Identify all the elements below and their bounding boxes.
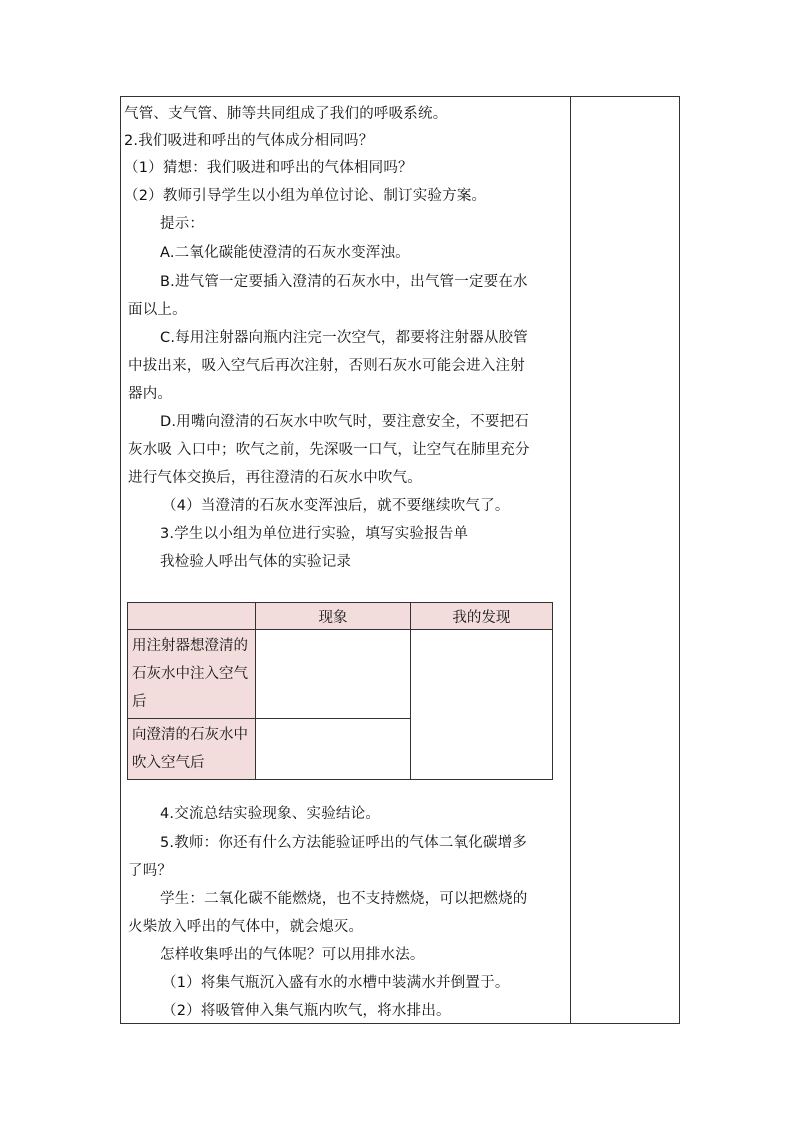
row-label: 用注射器想澄清的石灰水中注入空气后 (128, 630, 256, 719)
text-line: 中拔出来，吸入空气后再次注射，否则石灰水可能会进入注射 (128, 358, 525, 374)
text-line: 火柴放入呼出的气体中，就会熄灭。 (128, 919, 364, 935)
table-header-cell (128, 603, 256, 630)
experiment-record-table (127, 602, 553, 780)
text-line: 怎样收集呼出的气体呢？可以用排水法。 (160, 947, 425, 963)
text-line: 学生：二氧化碳不能燃烧，也不支持燃烧，可以把燃烧的 (160, 891, 528, 907)
text-line: 面以上。 (128, 302, 187, 318)
text-line: 气管、支气管、肺等共同组成了我们的呼吸系统。 (124, 106, 448, 122)
text-line: 3.学生以小组为单位进行实验，填写实验报告单 (160, 526, 469, 542)
text-line: 2.我们吸进和呼出的气体成分相同吗？ (124, 133, 374, 149)
table-header-cell: 我的发现 (410, 603, 552, 630)
phenomenon-cell (256, 719, 410, 780)
row-label: 向澄清的石灰水中吹入空气后 (128, 719, 256, 780)
text-line: B.进气管一定要插入澄清的石灰水中，出气管一定要在水 (160, 274, 528, 290)
text-line: （1）将集气瓶沉入盛有水的水槽中装满水并倒置于。 (162, 975, 510, 991)
text-line: A.二氧化碳能使澄清的石灰水变浑浊。 (160, 245, 410, 261)
table-row (128, 630, 553, 719)
text-line: 器内。 (128, 386, 173, 402)
table-header-row (128, 603, 553, 630)
table-header-cell: 现象 (256, 603, 410, 630)
phenomenon-cell (256, 630, 410, 719)
text-line: （4）当澄清的石灰水变浑浊后，就不要继续吹气了。 (162, 498, 510, 514)
text-line: （2）将吸管伸入集气瓶内吹气，将水排出。 (162, 1003, 451, 1019)
text-line: 我检验人呼出气体的实验记录 (160, 554, 352, 570)
column-divider (570, 96, 571, 1024)
text-line: 提示： (160, 216, 205, 232)
text-line: 了吗？ (128, 863, 173, 879)
text-line: （2）教师引导学生以小组为单位讨论、制订实验方案。 (124, 188, 487, 204)
text-line: 灰水吸 入口中；吹气之前，先深吸一口气，让空气在肺里充分 (128, 442, 530, 458)
text-line: 5.教师：你还有什么方法能验证呼出的气体二氧化碳增多 (160, 835, 528, 851)
text-line: C.每用注射器向瓶内注完一次空气，都要将注射器从胶管 (160, 330, 528, 346)
finding-cell (410, 630, 552, 780)
text-line: 进行气体交换后，再往澄清的石灰水中吹气。 (128, 470, 422, 486)
text-line: （1）猜想：我们吸进和呼出的气体相同吗？ (124, 160, 413, 176)
text-line: D.用嘴向澄清的石灰水中吹气时，要注意安全，不要把石 (160, 414, 529, 430)
text-line: 4.交流总结实验现象、实验结论。 (160, 806, 381, 822)
